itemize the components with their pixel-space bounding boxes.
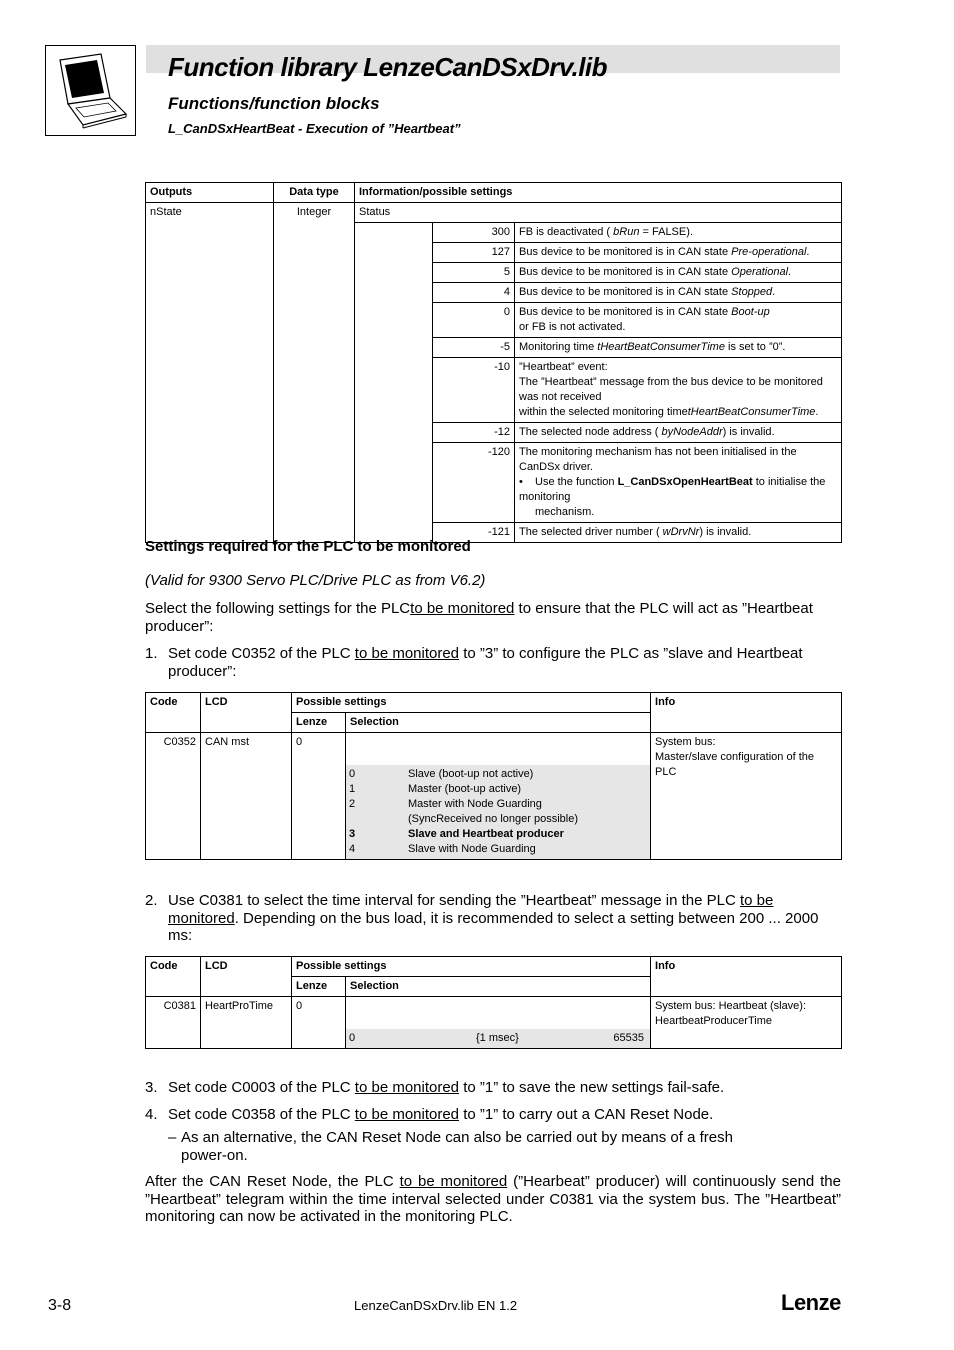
status-em: Boot-up: [731, 306, 770, 318]
status-row: [433, 338, 842, 358]
status-em: tHeartBeatConsumerTime: [687, 406, 816, 418]
status-value: 0: [433, 303, 515, 338]
step1-text-b: to ”3” to configure the PLC as ”slave and Heartbeat producer”:: [168, 645, 803, 680]
step2-text-b: . Depending on the bus load, it is recommended to select a setting between 200 ... 2000 ms:: [168, 909, 819, 944]
status-value: 4: [433, 283, 515, 303]
code-cell: C0381: [146, 997, 201, 1049]
footer-document-id: LenzeCanDSxDrv.lib EN 1.2: [354, 1298, 518, 1313]
status-em: byNodeAddr: [661, 426, 723, 438]
status-text-a: Monitoring time: [519, 341, 598, 353]
nstate-row: [146, 203, 842, 543]
table-row: [146, 733, 842, 860]
step3-underline: to be monitored: [354, 1079, 460, 1096]
lcd-header: LCD: [201, 957, 292, 997]
step2-underline: to be monitored: [168, 892, 774, 927]
lcd-header: LCD: [201, 693, 292, 733]
lenze-cell: 0: [292, 733, 346, 860]
final-underline: to be monitored: [399, 1173, 508, 1190]
status-row: [433, 423, 842, 443]
range-max: 65535: [613, 1032, 645, 1044]
outputs-table: [145, 182, 842, 543]
option-number: 3: [349, 828, 356, 840]
step4-text: [168, 1106, 838, 1124]
step4-underline: to be monitored: [354, 1106, 460, 1123]
step1-number: 1.: [145, 645, 158, 662]
option-number: 0: [349, 768, 356, 780]
step1-text: [168, 645, 808, 680]
intro-text-a: Select the following settings for the PLC: [145, 600, 411, 617]
c0352-table: [145, 692, 842, 860]
status-value: 5: [433, 263, 515, 283]
status-text-b: ) is invalid.: [699, 526, 752, 538]
option-label: Master with Node Guarding: [408, 798, 542, 810]
table-header-row: [146, 957, 842, 977]
option-label: Slave and Heartbeat producer: [408, 828, 564, 840]
status-value: -10: [433, 358, 515, 423]
status-text: [515, 523, 842, 543]
bullet-icon: •: [519, 476, 523, 488]
step3-text-a: Set code C0003 of the PLC: [168, 1079, 355, 1096]
status-label: Status: [355, 203, 841, 223]
bullet-text-a: Use the function: [535, 476, 618, 488]
status-em: bRun: [613, 226, 640, 238]
settings-heading: Settings required for the PLC to be monitored: [145, 538, 471, 555]
status-text: [515, 338, 842, 358]
status-value: 127: [433, 243, 515, 263]
step3-text: [168, 1079, 838, 1097]
status-em: Operational: [731, 266, 789, 278]
status-text: [515, 303, 842, 338]
option-number: 1: [349, 783, 356, 795]
status-value: -121: [433, 523, 515, 543]
status-text-a: Bus device to be monitored is in CAN state: [519, 306, 732, 318]
laptop-icon: [46, 46, 135, 135]
status-text: [515, 443, 842, 523]
range-unit: {1 msec}: [476, 1032, 519, 1044]
bullet-text-b: to initialise the monitoring: [519, 476, 826, 503]
status-text-b: = FALSE).: [639, 226, 693, 238]
status-row: [433, 243, 842, 263]
status-text: [515, 423, 842, 443]
status-row: [433, 523, 842, 543]
lenze-header: Lenze: [292, 713, 346, 733]
step1-text-a: Set code C0352 of the PLC: [168, 645, 355, 662]
range-row: [346, 1029, 650, 1048]
lcd-cell: CAN mst: [201, 733, 292, 860]
step4-text-a: Set code C0358 of the PLC: [168, 1106, 355, 1123]
valid-note: (Valid for 9300 Servo PLC/Drive PLC as from V6.2): [145, 572, 486, 589]
status-text: [515, 358, 842, 423]
option-number: 4: [349, 843, 356, 855]
step3-number: 3.: [145, 1079, 158, 1096]
table-header-row: [146, 693, 842, 713]
option-label: Slave (boot-up not active): [408, 768, 534, 780]
lenze-header: Lenze: [292, 977, 346, 997]
output-datatype: Integer: [274, 203, 355, 543]
info-header: Info: [651, 693, 842, 733]
output-name: nState: [146, 203, 274, 543]
status-row: [433, 263, 842, 283]
option-label: Slave with Node Guarding: [408, 843, 536, 855]
datatype-header: Data type: [274, 183, 355, 203]
step3-text-b: to ”1” to save the new settings fail-safe.: [459, 1079, 725, 1096]
status-em: Stopped: [731, 286, 773, 298]
info-line2: Master/slave configuration of the PLC: [655, 751, 814, 778]
status-text-line2: The ”Heartbeat” message from the bus device to be monitored was not received: [519, 376, 823, 403]
selection-list: [346, 765, 650, 859]
selection-header: Selection: [346, 713, 651, 733]
status-text-a: The selected driver number (: [519, 526, 663, 538]
intro-text-b: to ensure that the PLC will act as ”Heartbeat producer”:: [145, 600, 813, 635]
status-cell: [355, 203, 842, 543]
code-header: Code: [146, 693, 201, 733]
intro-paragraph: [145, 600, 845, 635]
status-text-line1: The monitoring mechanism has not been initialised in the CanDSx driver.: [519, 446, 797, 473]
subsection-title: L_CanDSxHeartBeat - Execution of ”Heartbeat”: [168, 121, 461, 136]
possible-settings-header: Possible settings: [292, 957, 651, 977]
info-cell: [651, 733, 842, 860]
final-text-b: (”Hearbeat” producer) will continuously send the ”Heartbeat” telegram within the time interval selected under C0381 via the system bus. The ”Heartbeat” monitoring can now be activated in the monitoring PLC.: [145, 1173, 841, 1225]
status-em: Pre-operational: [731, 246, 807, 258]
c0381-table: [145, 956, 842, 1049]
status-text-a: The selected node address (: [519, 426, 662, 438]
section-title: Functions/function blocks: [168, 94, 380, 113]
status-value: -12: [433, 423, 515, 443]
step4-text-b: to ”1” to carry out a CAN Reset Node.: [459, 1106, 714, 1123]
selection-cell: [346, 997, 651, 1049]
page-number: 3-8: [48, 1297, 72, 1314]
status-text-b: .: [815, 406, 819, 418]
info-line2: HeartbeatProducerTime: [655, 1015, 772, 1027]
status-text-b: .: [806, 246, 810, 258]
status-row: [433, 358, 842, 423]
info-line1: System bus:: [655, 736, 716, 748]
info-header: Info: [651, 957, 842, 997]
status-text: [515, 263, 842, 283]
status-text-line2: or FB is not activated.: [519, 321, 626, 333]
status-text: [515, 283, 842, 303]
status-text-a: within the selected monitoring time: [519, 406, 688, 418]
status-row: [433, 443, 842, 523]
status-text-a: Bus device to be monitored is in CAN state: [519, 266, 732, 278]
info-cell: [651, 997, 842, 1049]
lenze-cell: 0: [292, 997, 346, 1049]
status-value: -120: [433, 443, 515, 523]
code-cell: C0352: [146, 733, 201, 860]
function-name: L_CanDSxOpenHeartBeat: [617, 476, 753, 488]
status-text-b: is set to ”0”.: [724, 341, 786, 353]
final-paragraph: [145, 1173, 841, 1226]
status-text: [515, 243, 842, 263]
status-text-a: FB is deactivated (: [519, 226, 614, 238]
status-text-line1: ”Heartbeat” event:: [519, 361, 608, 373]
status-value: 300: [433, 223, 515, 243]
status-em: tHeartBeatConsumerTime: [597, 341, 725, 353]
lcd-cell: HeartProTime: [201, 997, 292, 1049]
info-line1: System bus: Heartbeat (slave):: [655, 1000, 807, 1012]
possible-settings-header: Possible settings: [292, 693, 651, 713]
list-item: [349, 797, 646, 827]
step4-number: 4.: [145, 1106, 158, 1123]
list-item: [349, 842, 646, 857]
option-number: 2: [349, 798, 356, 810]
lenze-logo: Lenze: [781, 1290, 841, 1315]
status-text-a: Bus device to be monitored is in CAN state: [519, 286, 732, 298]
step4-dash: –: [168, 1129, 177, 1146]
step1-underline: to be monitored: [354, 645, 460, 662]
intro-underline: to be monitored: [410, 600, 515, 617]
outputs-header: Outputs: [146, 183, 274, 203]
selection-cell: [346, 733, 651, 860]
step2-text-a: Use C0381 to select the time interval for sending the ”Heartbeat” message in the PLC: [168, 892, 740, 909]
list-item: [349, 767, 646, 782]
status-text-b: ) is invalid.: [722, 426, 775, 438]
status-em: wDrvNr: [662, 526, 700, 538]
laptop-icon-frame: [45, 45, 136, 136]
status-row: [433, 283, 842, 303]
step4-alternative: As an alternative, the CAN Reset Node can also be carried out by means of a fresh power-on.: [181, 1129, 733, 1164]
option-sublabel: (SyncReceived no longer possible): [408, 813, 578, 825]
final-text-a: After the CAN Reset Node, the PLC: [145, 1173, 400, 1190]
status-row: [433, 223, 842, 243]
range-min: 0: [349, 1032, 356, 1044]
status-value: -5: [433, 338, 515, 358]
selection-header: Selection: [346, 977, 651, 997]
step2-number: 2.: [145, 892, 158, 909]
status-text-a: Bus device to be monitored is in CAN state: [519, 246, 732, 258]
status-row: [433, 303, 842, 338]
status-text: [515, 223, 842, 243]
bullet-text-c: mechanism.: [535, 506, 595, 518]
status-text-b: .: [788, 266, 792, 278]
status-values-table: [432, 223, 841, 542]
outputs-header-row: [146, 183, 842, 203]
page-title: Function library LenzeCanDSxDrv.lib: [168, 52, 608, 82]
step2-text: [168, 892, 828, 945]
list-item: [349, 782, 646, 797]
table-row: [146, 997, 842, 1049]
list-item: [349, 827, 646, 842]
info-header: Information/possible settings: [355, 183, 842, 203]
status-text-b: .: [772, 286, 776, 298]
code-header: Code: [146, 957, 201, 997]
option-label: Master (boot-up active): [408, 783, 522, 795]
